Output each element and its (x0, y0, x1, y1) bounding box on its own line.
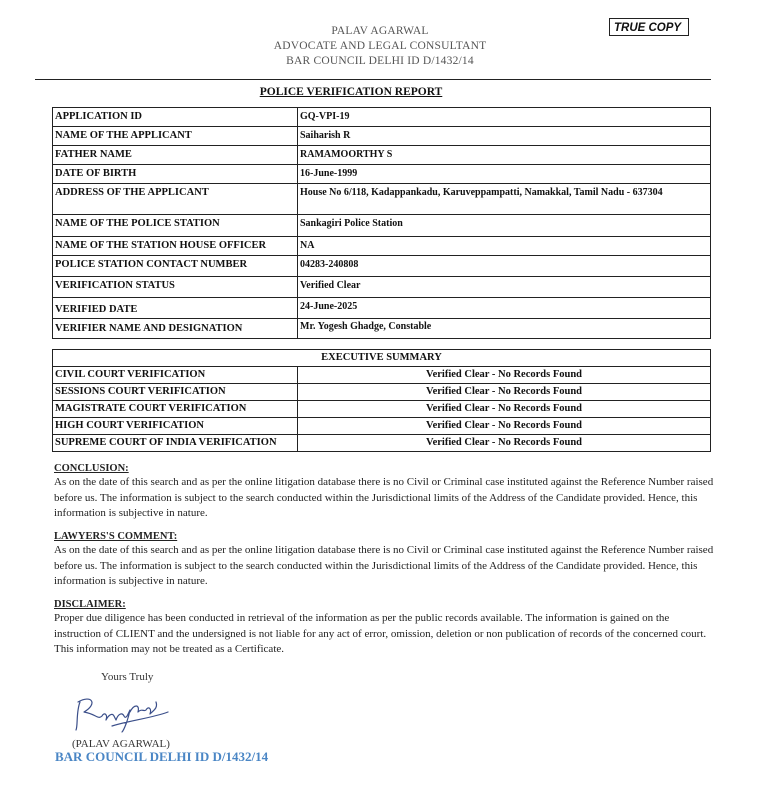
lawyers-comment-heading: LAWYERS'S COMMENT: (54, 531, 178, 542)
letterhead-designation: ADVOCATE AND LEGAL CONSULTANT (273, 40, 487, 52)
row-label: HIGH COURT VERIFICATION (53, 418, 298, 435)
row-label: VERIFIER NAME AND DESIGNATION (53, 319, 298, 339)
true-copy-stamp: TRUE COPY (609, 18, 689, 36)
row-value: Mr. Yogesh Ghadge, Constable (298, 319, 711, 339)
table-row (53, 215, 711, 237)
row-value: Saiharish R (298, 127, 711, 146)
table-row (53, 184, 711, 215)
row-label: SESSIONS COURT VERIFICATION (53, 384, 298, 401)
row-value: Verified Clear - No Records Found (298, 401, 711, 418)
table-header-row (53, 350, 711, 367)
row-label: ADDRESS OF THE APPLICANT (53, 184, 298, 215)
row-label: FATHER NAME (53, 146, 298, 165)
table-row (53, 277, 711, 298)
table-row (53, 367, 711, 384)
details-table (52, 107, 711, 339)
row-label: NAME OF THE STATION HOUSE OFFICER (53, 237, 298, 256)
disclaimer-heading: DISCLAIMER: (54, 599, 126, 610)
table-row (53, 146, 711, 165)
table-row (53, 298, 711, 319)
row-value: 04283-240808 (298, 256, 711, 277)
table-row (53, 108, 711, 127)
row-label: NAME OF THE POLICE STATION (53, 215, 298, 237)
row-value: Verified Clear - No Records Found (298, 367, 711, 384)
row-label: SUPREME COURT OF INDIA VERIFICATION (53, 435, 298, 452)
conclusion-heading: CONCLUSION: (54, 463, 129, 474)
row-label: MAGISTRATE COURT VERIFICATION (53, 401, 298, 418)
row-value: 24-June-2025 (298, 298, 711, 319)
row-label: DATE OF BIRTH (53, 165, 298, 184)
row-label: APPLICATION ID (53, 108, 298, 127)
row-value: GQ-VPI-19 (298, 108, 711, 127)
conclusion-text: As on the date of this search and as per the online litigation database there is no Civil or Criminal case instituted against the Reference Number raised before us. The information is subject to the search conducted within the Jurisdictional limits of the Address of the Candidate provided. Hence, this information is subjective in nature. (54, 476, 714, 519)
row-label: VERIFIED DATE (53, 298, 298, 319)
signature-image (72, 690, 182, 738)
report-title: POLICE VERIFICATION REPORT (259, 86, 443, 98)
summary-title: EXECUTIVE SUMMARY (53, 350, 711, 367)
letterhead-bar-id: BAR COUNCIL DELHI ID D/1432/14 (286, 55, 474, 67)
disclaimer-section (54, 598, 714, 658)
table-row (53, 418, 711, 435)
signatory-bar-id: BAR COUNCIL DELHI ID D/1432/14 (55, 749, 269, 764)
row-value: Verified Clear (298, 277, 711, 298)
lawyers-comment-section (54, 530, 714, 590)
disclaimer-text: Proper due diligence has been conducted in retrieval of the information as per the public records available. The information is gained on the instruction of CLIENT and the undersigned is not liable for any act of error, omission, deletion or non publication of records of the concerned court. This information may not be treated as a Certificate. (54, 612, 707, 655)
table-row (53, 401, 711, 418)
letterhead-name: PALAV AGARWAL (331, 25, 429, 37)
table-row (53, 165, 711, 184)
signatory-name: (PALAV AGARWAL) (72, 738, 170, 750)
row-label: POLICE STATION CONTACT NUMBER (53, 256, 298, 277)
row-value: Sankagiri Police Station (298, 215, 711, 237)
table-row (53, 237, 711, 256)
row-value: NA (298, 237, 711, 256)
row-value: House No 6/118, Kadappankadu, Karuveppampatti, Namakkal, Tamil Nadu - 637304 (298, 184, 711, 215)
row-label: NAME OF THE APPLICANT (53, 127, 298, 146)
table-row (53, 256, 711, 277)
row-value: Verified Clear - No Records Found (298, 384, 711, 401)
table-row (53, 384, 711, 401)
table-row (53, 127, 711, 146)
row-label: CIVIL COURT VERIFICATION (53, 367, 298, 384)
table-row (53, 319, 711, 339)
table-row (53, 435, 711, 452)
row-value: RAMAMOORTHY S (298, 146, 711, 165)
closing-text: Yours Truly (101, 671, 154, 683)
header-divider (35, 79, 711, 80)
row-label: VERIFICATION STATUS (53, 277, 298, 298)
row-value: Verified Clear - No Records Found (298, 418, 711, 435)
conclusion-section (54, 462, 714, 522)
lawyers-comment-text: As on the date of this search and as per the online litigation database there is no Civil or Criminal case instituted against the Reference Number raised before us. The information is subject to the search conducted within the Jurisdictional limits of the Address of the Candidate provided. Hence, this information is subjective in nature. (54, 544, 714, 587)
executive-summary-table (52, 349, 711, 452)
row-value: Verified Clear - No Records Found (298, 435, 711, 452)
row-value: 16-June-1999 (298, 165, 711, 184)
